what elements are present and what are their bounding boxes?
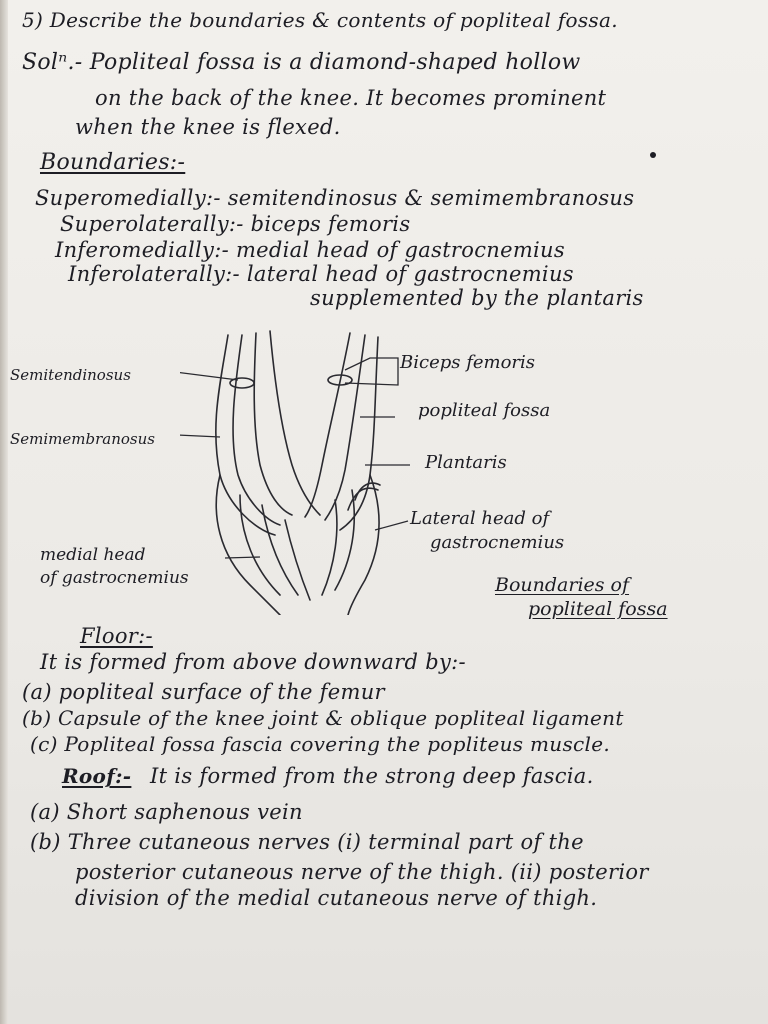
label-semimembranosus: Semimembranosus <box>10 430 155 448</box>
sketch-stroke <box>285 520 310 600</box>
label-lateral-head-2: gastrocnemius <box>430 532 565 553</box>
boundary-inferolateral: Inferolaterally:- lateral head of gastrocnemius <box>68 262 574 286</box>
page-edge <box>0 0 8 1024</box>
pointer-line <box>375 521 408 530</box>
floor-heading: Floor:- <box>80 624 153 648</box>
roof-heading: Roof:- <box>62 764 132 788</box>
floor-intro: It is formed from above downward by:- <box>40 650 466 674</box>
sketch-stroke <box>340 337 378 530</box>
boundary-superolateral: Superolaterally:- biceps femoris <box>60 212 411 236</box>
floor-item-b: (b) Capsule of the knee joint & oblique popliteal ligament <box>22 706 624 730</box>
sketch-stroke <box>305 333 350 517</box>
boundary-plantaris: supplemented by the plantaris <box>310 286 644 310</box>
answer-intro-line-1: Solⁿ.- Popliteal fossa is a diamond-shaped hollow <box>22 50 581 75</box>
pointer-line <box>345 358 398 385</box>
roof-item-b: (b) Three cutaneous nerves (i) terminal part of the <box>30 830 584 854</box>
ink-dot <box>650 152 656 158</box>
floor-item-c: (c) Popliteal fossa fascia covering the popliteus muscle. <box>30 732 611 756</box>
figure-caption-1: Boundaries of <box>495 574 630 596</box>
boundary-inferomedial: Inferomedially:- medial head of gastrocnemius <box>55 238 565 262</box>
pointer-line <box>180 372 238 380</box>
question-text: 5) Describe the boundaries & contents of popliteal fossa. <box>22 8 618 32</box>
label-medial-head-1: medial head <box>40 545 146 565</box>
label-medial-head-2: of gastrocnemius <box>40 568 189 588</box>
answer-intro-line-3: when the knee is flexed. <box>75 115 341 139</box>
roof-text: It is formed from the strong deep fascia. <box>150 764 594 788</box>
boundary-superomedial: Superomedially:- semitendinosus & semimembranosus <box>35 186 635 210</box>
pointer-line <box>180 435 220 437</box>
roof-item-b-cont-1: posterior cutaneous nerve of the thigh. (ii) posterior <box>75 860 649 884</box>
boundaries-heading: Boundaries:- <box>40 150 186 175</box>
answer-intro-line-2: on the back of the knee. It becomes prominent <box>95 86 607 110</box>
label-plantaris: Plantaris <box>425 452 507 473</box>
label-semitendinosus: Semitendinosus <box>10 366 131 384</box>
pointer-line <box>225 557 260 558</box>
floor-item-a: (a) popliteal surface of the femur <box>22 680 385 704</box>
sketch-stroke <box>335 490 354 590</box>
sketch-stroke <box>216 335 275 535</box>
roof-item-b-cont-2: division of the medial cutaneous nerve of thigh. <box>75 886 598 910</box>
label-popliteal-fossa: popliteal fossa <box>418 400 551 421</box>
label-lateral-head-1: Lateral head of <box>410 508 550 529</box>
figure-caption-2: popliteal fossa <box>528 598 668 620</box>
sketch-stroke <box>270 331 320 515</box>
roof-item-a: (a) Short saphenous vein <box>30 800 303 824</box>
label-biceps-femoris: Biceps femoris <box>400 352 536 373</box>
